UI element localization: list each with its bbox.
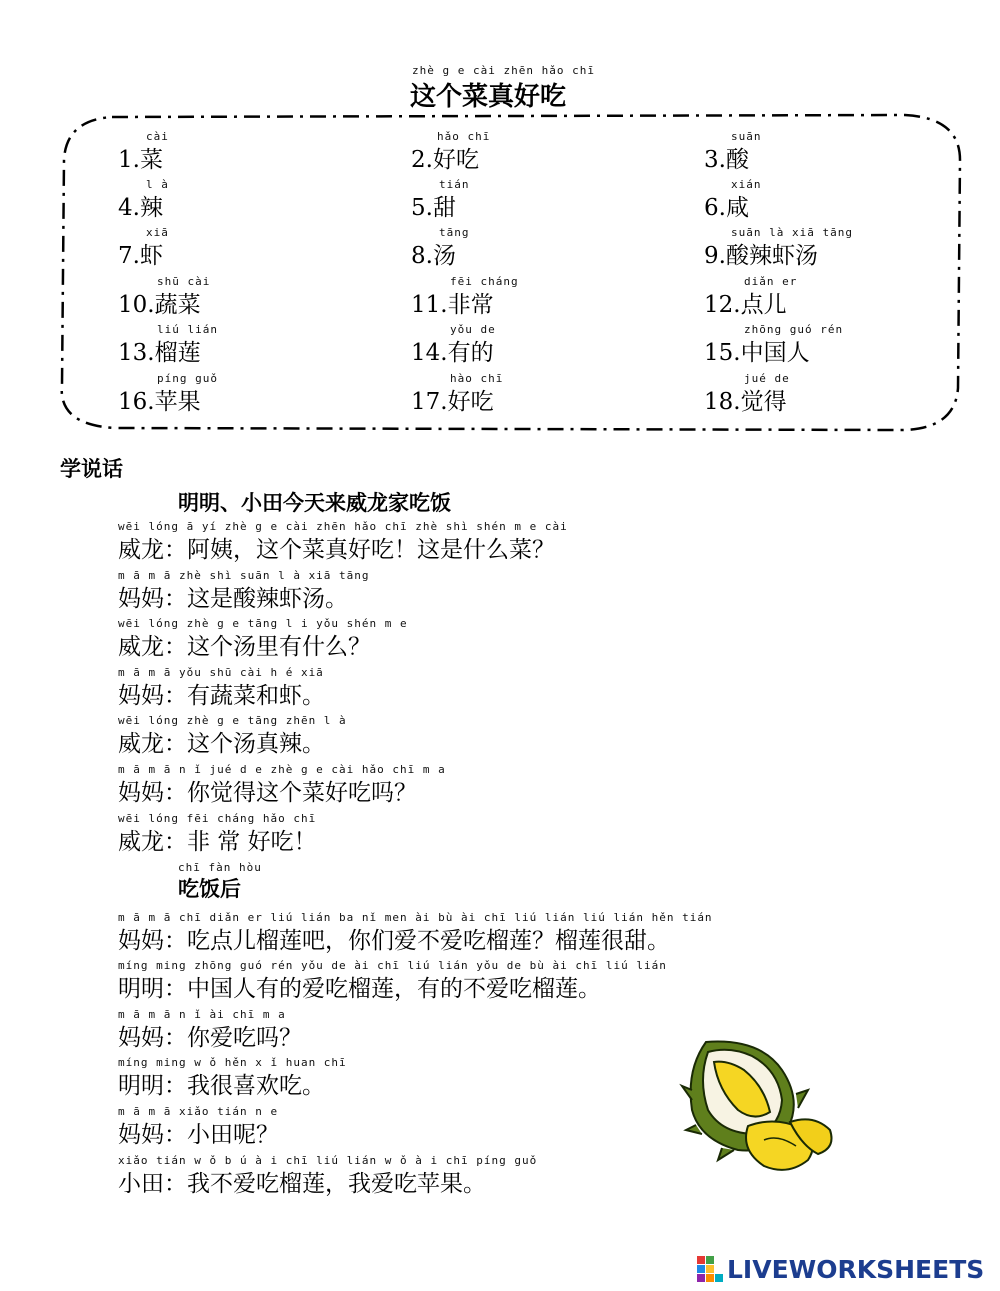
dialog-line: 威龙：非 常 好吃！ [118,829,317,855]
vocab-pinyin: zhōng guó rén [744,323,844,336]
dialog-line: 威龙：这个汤真辣。 [118,731,325,757]
vocab-item: 18.觉得 [704,389,787,415]
vocab-pinyin: tián [439,178,470,191]
vocab-pinyin: xiā [146,226,169,239]
vocab-item: 10.蔬菜 [118,292,201,318]
liveworksheets-logo [697,1252,984,1286]
vocab-item: 6.咸 [704,195,749,221]
dialog-pinyin: m ā m ā zhè shì suān l à xiā tāng [118,569,370,582]
vocab-item: 5.甜 [411,195,456,221]
dialog-line: 明明：我很喜欢吃。 [118,1073,325,1099]
vocab-item: 8.汤 [411,243,456,269]
section-label: 学说话 [60,457,123,481]
dialog-line: 小田：我不爱吃榴莲，我爱吃苹果。 [118,1171,486,1197]
vocab-pinyin: tāng [439,226,470,239]
vocab-item: 12.点儿 [704,292,787,318]
vocab-item: 17.好吃 [411,389,494,415]
vocab-pinyin: cài [146,130,169,143]
dialog-line: 妈妈：这是酸辣虾汤。 [118,586,348,612]
vocab-pinyin: diǎn er [744,275,798,288]
vocab-pinyin: jué de [744,372,790,385]
dialog-line: 妈妈：小田呢？ [118,1122,279,1148]
vocab-pinyin: suān là xiā tāng [731,226,853,239]
dialog-pinyin: wēi lóng fēi cháng hǎo chī [118,812,317,825]
vocab-pinyin: liú lián [157,323,218,336]
dialog-pinyin: xiǎo tián w ǒ b ú à i chī liú lián w ǒ à i chī píng guǒ [118,1154,538,1167]
dialog-pinyin: wēi lóng ā yí zhè g e cài zhēn hǎo chī zhè shì shén m e cài [118,520,568,533]
vocab-pinyin: shū cài [157,275,211,288]
liveworksheets-logo-text: LIVEWORKSHEETS [727,1254,985,1284]
vocab-pinyin: hǎo chī [437,130,491,143]
vocab-item: 16.苹果 [118,389,201,415]
scene-two-title: 吃饭后 [178,877,241,901]
dialog-line: 妈妈：你爱吃吗？ [118,1025,302,1051]
dialog-pinyin: m ā m ā yǒu shū cài h é xiā [118,666,324,679]
durian-illustration [678,1030,838,1180]
vocab-item: 4.辣 [118,195,163,221]
vocab-item: 15.中国人 [704,340,810,366]
liveworksheets-logo-icon [697,1256,723,1282]
vocab-pinyin: hào chī [450,372,504,385]
vocab-item: 13.榴莲 [118,340,201,366]
dialog-pinyin: míng ming w ǒ hěn x ǐ huan chī [118,1056,347,1069]
vocab-item: 7.虾 [118,243,163,269]
title-pinyin: zhè g e cài zhēn hǎo chī [412,64,595,77]
dialog-line: 妈妈：吃点儿榴莲吧，你们爱不爱吃榴莲？榴莲很甜。 [118,928,670,954]
vocab-item: 2.好吃 [411,147,479,173]
dialog-line: 妈妈：有蔬菜和虾。 [118,683,325,709]
dialog-line: 威龙：阿姨，这个菜真好吃！这是什么菜？ [118,537,555,563]
dialog-pinyin: m ā m ā xiǎo tián n e [118,1105,279,1118]
vocab-pinyin: fēi cháng [450,275,519,288]
vocab-pinyin: suān [731,130,762,143]
scene-title: 明明、小田今天来威龙家吃饭 [178,491,451,515]
dialog-pinyin: wēi lóng zhè g e tāng l i yǒu shén m e [118,617,408,630]
vocab-pinyin: xián [731,178,762,191]
dialog-pinyin: m ā m ā n ǐ ài chī m a [118,1008,286,1021]
dialog-pinyin: míng ming zhōng guó rén yǒu de ài chī liú lián yǒu de bù ài chī liú lián [118,959,667,972]
vocab-pinyin: píng guǒ [157,372,218,385]
dialog-line: 威龙：这个汤里有什么？ [118,634,371,660]
vocab-pinyin: yǒu de [450,323,496,336]
dialog-line: 明明：中国人有的爱吃榴莲，有的不爱吃榴莲。 [118,976,601,1002]
dialog-line: 妈妈：你觉得这个菜好吃吗？ [118,780,417,806]
vocab-pinyin: l à [146,178,169,191]
vocab-item: 11.非常 [411,292,494,318]
vocab-item: 9.酸辣虾汤 [704,243,818,269]
vocab-item: 14.有的 [411,340,494,366]
dialog-pinyin: m ā m ā chī diǎn er liú lián ba nǐ men ài bù ài chī liú lián liú lián hěn tián [118,911,713,924]
page-title: 这个菜真好吃 [410,82,567,112]
dialog-pinyin: wēi lóng zhè g e tāng zhēn l à [118,714,347,727]
vocab-item: 1.菜 [118,147,163,173]
scene-two-pinyin: chī fàn hòu [178,861,262,874]
vocab-item: 3.酸 [704,147,749,173]
dialog-pinyin: m ā m ā n ǐ jué d e zhè g e cài hǎo chī m a [118,763,446,776]
